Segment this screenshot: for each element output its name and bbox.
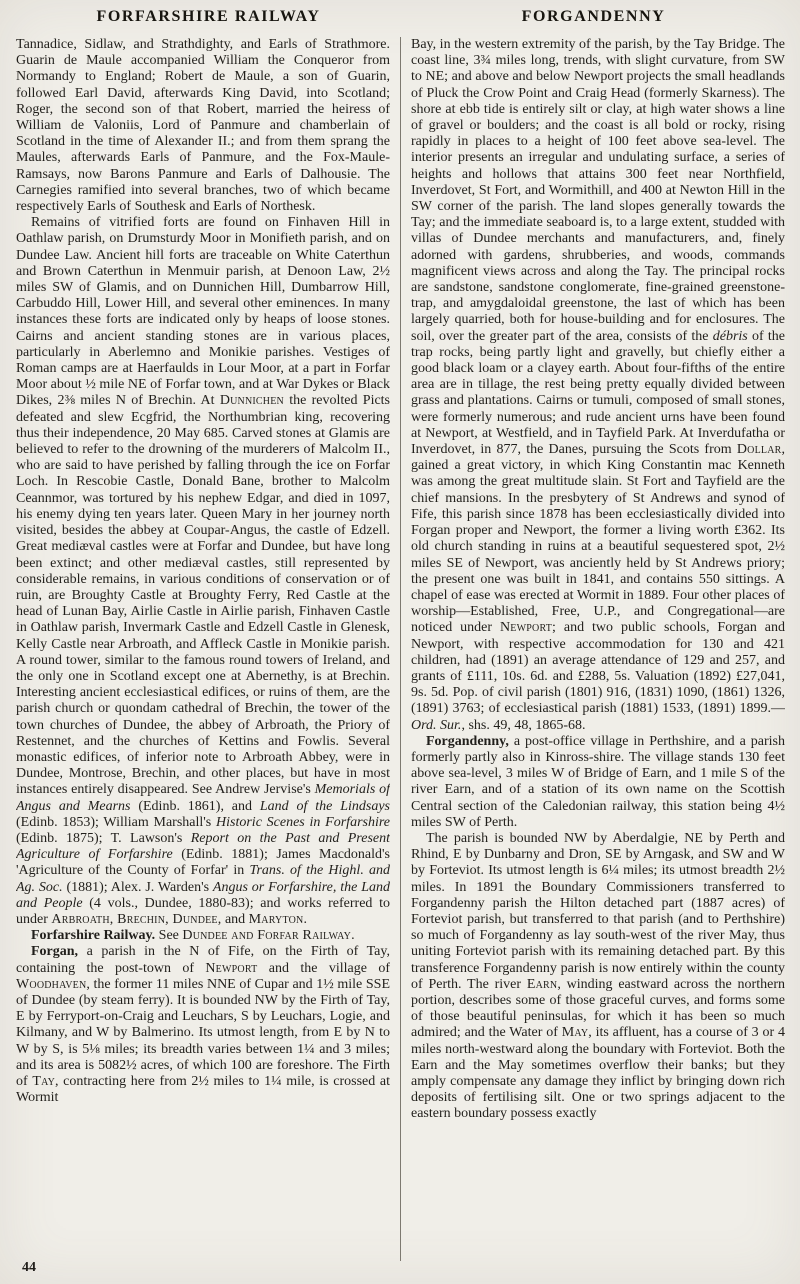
paragraph: [411, 37, 785, 734]
text-run: Remains of vitrified forts are found on Finhaven Hill in Oathlaw parish, on Drumsturdy Moor in Monifieth parish, and on Dundee Law. Ancient hill forts are traceable on White Caterthun and Brown Caterthun in Menmuir parish, at Denoon Law, 2½ miles SW of Glamis, and on Dunnichen Hill, Dumbarrow Hill, Carbuddo Hill, Lower Hill, and several other eminences. In many instances these forts are indicated only by heaps of loose stones. Cairns and ancient standing stones are in various places, particularly in Aberlemno and Monikie parishes. Vestiges of Roman camps are at Haerfaulds in Lour Moor, at a part in Forfar Moor about ½ mile NE of Forfar town, and at War Dykes or Black Dikes, 2⅜ miles N of Brechin. At: [16, 215, 390, 409]
italic-run: Ord. Sur.: [411, 717, 462, 733]
paragraph: [16, 944, 390, 1106]
smallcaps-run: Dunnichen: [219, 393, 284, 409]
text-run: and the village of: [257, 960, 390, 976]
smallcaps-run: Dundee and Forfar Railway: [182, 928, 352, 944]
smallcaps-run: Woodhaven: [16, 976, 87, 992]
italic-run: Historic Scenes in Forfarshire: [216, 814, 390, 830]
text-run: , contracting here from 2½ miles to 1¼ mile, is crossed at Wormit: [16, 1074, 390, 1106]
paragraph: [16, 37, 390, 215]
smallcaps-run: Earn: [526, 976, 558, 992]
italic-run: Trans. of the Highl. and Ag. Soc.: [16, 863, 390, 895]
paragraph: [16, 928, 390, 944]
text-run: (Edinb. 1861), and: [130, 798, 260, 814]
text-run: (4 vols., Dundee, 1880-83); and works referred to under: [16, 895, 390, 927]
text-run: , gained a great victory, in which King Constantin mac Kenneth was among the great multitude slain. St Fort and Tayfield are the chief mansions. In the presbytery of St Andrews and synod of Fife, this parish since 1878 has been ecclesiastically divided into Forgan proper and Newport, the former a living worth £362. Its old church standing in ruins at a beautiful sequestered spot, 2½ miles SE of Newport, was anciently held by St Andrews priory; the present one was built in 1841, and contains 550 sittings. A chapel of ease was erected at Wormit in 1889. Four other places of worship—Established, Free, U.P., and Congregational—are noticed under: [411, 442, 785, 636]
page-number: 44: [22, 1260, 36, 1275]
text-run: See: [155, 928, 183, 944]
bold-lead: Forgandenny,: [426, 733, 509, 749]
bold-lead: Forfarshire Railway.: [31, 928, 156, 944]
text-run: .: [303, 911, 307, 927]
text-run: .: [351, 928, 355, 944]
smallcaps-run: Tay: [32, 1074, 56, 1089]
text-run: Bay, in the western extremity of the parish, by the Tay Bridge. The coast line, 3¾ miles long, trends, with slight curvature, from SW to NE; and above and below Newport projects the small headlands of Pluck the Crow Point and Craig Head (formerly Skarness). The shore at ebb tide is entirely silt or clay, at high water shows a line of gravel or boulders; and the coast is all bold or rocky, rising rapidly in places to a height of 100 feet above sea-level. The interior presents an irregular and undulating surface, a series of heights and hollows that attains 300 feet near Northfield, Inverdovet, St Fort, and Wormithill, and 400 at Newton Hill in the SW corner of the parish. The land slopes generally towards the Tay; and the immediate seaboard is, to a large extent, studded with villas of Dundee merchants and manufacturers, and, finely adorned with gardens, shrubberies, and woods, commands magnificent views across and along the Tay. The principal rocks are sandstone, sandstone conglomerate, fine-grained greenstone-trap, and amygdaloidal greenstone, the last of which has been largely quarried, both for house-building and for enclosures. The soil, over the greater part of the area, consists of the: [411, 37, 785, 344]
right-column: [411, 37, 785, 1261]
italic-run: débris: [712, 328, 748, 344]
column-divider: [400, 37, 401, 1261]
text-run: , its affluent, has a course of 3 or 4 miles north-westward along the boundary with Forteviot. Both the Earn and the May sometimes overflow their banks; but they amply compensate any damage they inflict by bringing down rich deposits of fertilising silt. One or two springs adjacent to the eastern boundary possess exactly: [411, 1025, 785, 1122]
text-run: Tannadice, Sidlaw, and Strathdighty, and Earls of Strathmore. Guarin de Maule accompanied William the Conqueror from Normandy to England; Robert de Maule, a son of Guarin, followed Earl David, afterwards King David, into Scotland; Roger, the second son of that Robert, married the heiress of William de Valoniis, Lord of Panmure and chamberlain of Scotland in the time of Alexander II.; and from them sprang the Maules, afterwards Earls of Panmure, and the Fox-Maule-Ramsays, now Barons Panmure and Earls of Dalhousie. The Carnegies ramified into several branches, two of which became respectively Earls of Southesk and Earls of Northesk.: [16, 37, 390, 215]
text-run: , winding eastward across the northern portion, describes some of those graceful curves, and forms some of those beautiful peninsulas, for which it has been so much admired; and the Water of: [411, 976, 785, 1041]
text-run: (Edinb. 1881); James Macdonald's 'Agriculture of the County of Forfar' in: [16, 847, 390, 879]
running-head-left: FORFARSHIRE RAILWAY: [96, 8, 321, 25]
left-column: [16, 37, 390, 1261]
running-head-right: FORGANDENNY: [521, 8, 666, 25]
text-run: (1881); Alex. J. Warden's: [62, 879, 213, 895]
bold-lead: Forgan,: [31, 944, 79, 960]
paragraph: [16, 215, 390, 928]
smallcaps-run: Newport: [205, 960, 258, 976]
text-run: (Edinb. 1875); T. Lawson's: [16, 830, 191, 846]
text-run: a post-office village in Perthshire, and a parish formerly partly also in Kinross-shire. The village stands 130 feet above sea-level, 3 miles W of Bridge of Earn, and 1 mile S of the river Earn, and of a station of its own name on the Scottish Central section of the Caledonian railway, this station being 4½ miles SW of Perth.: [411, 733, 785, 830]
text-run: ; and two public schools, Forgan and Newport, with respective accommodation for 130 and 421 children, had (1891) an average attendance of 129 and 257, and grants of £111, 10s. 6d. and £288, 5s. Valuation (1892) £27,041, 9s. 5d. Pop. of civil parish (1801) 916, (1831) 1090, (1861) 1326, (1891) 3763; of ecclesiastical parish (1881) 1533, (1891) 1899.—: [411, 620, 785, 717]
smallcaps-run: May: [561, 1025, 589, 1041]
smallcaps-run: Newport: [500, 620, 553, 636]
running-head: [16, 8, 786, 26]
text-run: the revolted Picts defeated and slew Ecgfrid, the Northumbrian king, recovering thus their independence, 20 May 685. Carved stones at Glamis are believed to refer to the drowning of the murderers of Malcolm II., who are said to have perished by falling through the ice on Forfar Loch. In Rescobie Castle, Donald Bane, brother to Malcolm Ceannmor, was tortured by his nephew Edgar, and died in 1097, his enemy dying ten years later. Queen Mary in her journey north visited, besides the abbey at Coupar-Angus, the castle of Edzell. Great mediæval castles were at Forfar and Dundee, but have long been extinct; and other mediæval castles, still represented by considerable remains, in various conditions of conservation or of ruin, are Broughty Castle at Broughty Ferry, Red Castle at the head of Lunan Bay, Airlie Castle in Airlie parish, Finhaven Castle in Oathlaw parish, Invermark Castle and Edzell Castle in Glenesk, Kelly Castle near Arbroath, and Affleck Castle in Monikie parish. A round tower, similar to the famous round towers of Ireland, and the only one in Scotland except one at Abernethy, is at Brechin. Interesting ancient ecclesiastical edifices, or ruins of them, are the parish church or quondam cathedral of Brechin, the tower of the town churches of Dundee, the abbey of Arbroath, the Priory of Restennet, and the churches of Kettins and Fowlis. Several monastic edifices, of inferior note to Arbroath Abbey, were in Dundee, Montrose, Brechin, and other places, but have in most instances entirely disappeared. See Andrew Jervise's: [16, 393, 390, 798]
italic-run: Angus or Forfarshire, the Land and People: [16, 879, 390, 911]
italic-run: Land of the Lindsays: [259, 798, 390, 814]
smallcaps-run: Arbroath, Brechin, Dundee,: [51, 911, 222, 927]
text-run: , shs. 49, 48, 1865-68.: [461, 717, 586, 733]
smallcaps-run: Maryton: [248, 911, 304, 927]
text-run: (Edinb. 1853); William Marshall's: [16, 814, 217, 830]
text-run: and: [221, 911, 249, 927]
text-run: The parish is bounded NW by Aberdalgie, NE by Perth and Rhind, E by Dunbarny and Dron, SE by Arngask, and SW and W by Forteviot. Its utmost length is 6¼ miles; its utmost breadth 2½ miles. In 1891 the Boundary Commissioners transferred to Forgandenny parish the Hilton detached part (1887 acres) of Forteviot parish, but transferred to that parish (and to Perthshire) so much of Forgandenny as lay south-west of the river May, thus uniting Forteviot parish with its remaining detached part. By this transference Forgandenny parish is now entirely within the county of Perth. The river: [411, 830, 785, 992]
italic-run: Memorials of Angus and Mearns: [16, 782, 390, 814]
paragraph: [411, 831, 785, 1123]
text-columns: [16, 37, 786, 1261]
italic-run: Report on the Past and Present Agriculture of Forfarshire: [16, 830, 390, 863]
paragraph: [411, 734, 785, 831]
smallcaps-run: Dollar: [736, 442, 782, 458]
page-footer: [22, 1260, 36, 1276]
text-run: of the trap rocks, being partly light and gravelly, but chiefly either a good black loam or a clayey earth. About four-fifths of the entire area are in tillage, the rest being pretty equally divided between grass and plantations. Cairns or tumuli, composed of small stones, were formerly numerous; and rude ancient urns have been found at Newport, at Westfield, and in Tayfield Park. At Inverdufatha or Inverdovet, in 877, the Danes, pursuing the Scots from: [411, 328, 785, 458]
text-run: a parish in the N of Fife, on the Firth of Tay, containing the post-town of: [16, 944, 390, 976]
text-run: , the former 11 miles NNE of Cupar and 1½ mile SSE of Dundee (by steam ferry). It is bounded NW by the Firth of Tay, E by Ferryport-on-Craig and Leuchars, S by Leuchars, Logie, and Kilmany, and W by Balmerino. Its utmost length, from E by N to W by S, is 5⅛ miles; its breadth varies between 1¼ and 3 miles; and its area is 5082½ acres, of which 100 are foreshore. The Firth of: [16, 976, 390, 1089]
